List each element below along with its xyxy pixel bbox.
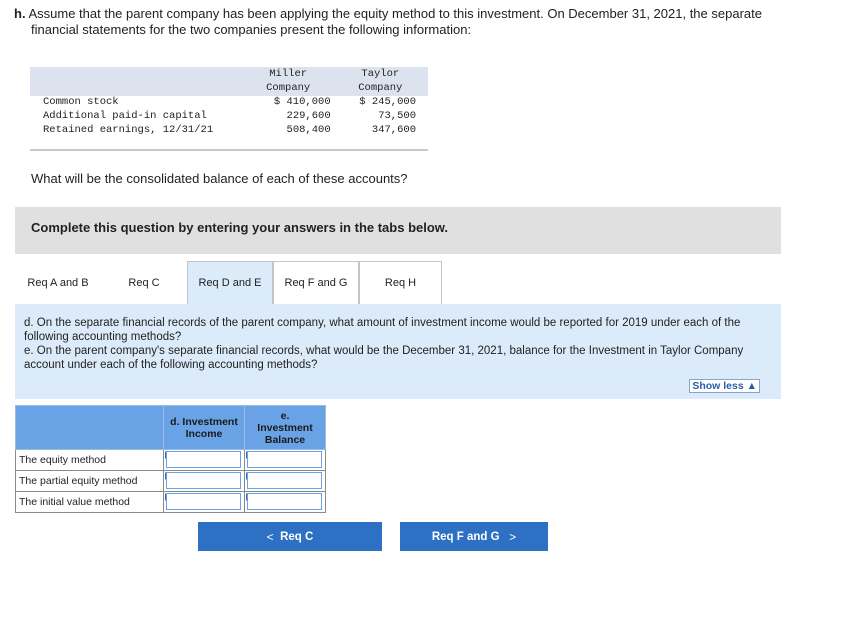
tab-content-panel <box>15 304 781 399</box>
intro-line-2: financial statements for the two companies present the following information: <box>31 22 472 37</box>
tab-req-f-and-g[interactable]: Req F and G <box>273 261 359 304</box>
tab-bar <box>15 261 781 304</box>
show-less-label: Show less <box>692 380 744 392</box>
fin-row <box>30 95 428 109</box>
requirement-e-text: e. On the parent company's separate financial records, what would be the December 31, 2021, balance for the Investment in Taylor Company account under each of the following accounting methods? <box>24 345 744 371</box>
partial-equity-balance-input[interactable] <box>247 472 322 489</box>
caret-up-icon: ▲ <box>746 380 757 392</box>
taylor-header-line2: Company <box>358 82 403 94</box>
miller-value: 229,600 <box>286 110 331 122</box>
taylor-header: Taylor <box>361 68 400 80</box>
miller-value: $ 410,000 <box>273 96 331 108</box>
financial-statements-table <box>30 67 428 151</box>
fin-row-label: Additional paid-in capital <box>43 110 207 122</box>
initial-value-income-input[interactable] <box>166 493 241 510</box>
fin-row <box>30 123 428 137</box>
prev-button-label: Req C <box>280 530 314 543</box>
requirement-d-text: d. On the separate financial records of the parent company, what amount of investment income would be reported for 2019 under each of the following accounting methods? <box>24 317 741 343</box>
taylor-value: 73,500 <box>378 110 416 122</box>
show-less-button[interactable] <box>689 379 760 393</box>
equity-method-balance-input[interactable] <box>247 451 322 468</box>
partial-equity-income-input[interactable] <box>166 472 241 489</box>
fin-row-label: Common stock <box>43 96 119 108</box>
instruction-banner <box>15 207 781 254</box>
intro-line-1: Assume that the parent company has been applying the equity method to this investment. On December 31, 2021, the separate <box>28 6 762 21</box>
question-text: What will be the consolidated balance of each of these accounts? <box>31 171 408 186</box>
problem-intro <box>14 6 844 38</box>
fin-row-label: Retained earnings, 12/31/21 <box>43 124 214 136</box>
tab-req-d-and-e[interactable]: Req D and E <box>187 261 273 304</box>
answer-table <box>15 405 326 513</box>
tab-req-a-and-b[interactable]: Req A and B <box>15 261 101 304</box>
equity-method-balance-cell <box>245 450 326 471</box>
partial-equity-income-cell <box>164 471 245 492</box>
taylor-value: $ 245,000 <box>359 96 416 108</box>
col-investment-balance-header: e. Investment Balance <box>245 406 326 450</box>
row-label-initial-value-method: The initial value method <box>16 492 164 513</box>
instruction-text: Complete this question by entering your answers in the tabs below. <box>31 220 449 235</box>
next-button-label: Req F and G <box>431 530 500 543</box>
initial-value-balance-cell <box>245 492 326 513</box>
row-label-equity-method: The equity method <box>16 450 164 471</box>
miller-header-line2: Company <box>266 82 311 94</box>
miller-value: 508,400 <box>286 124 331 136</box>
initial-value-balance-input[interactable] <box>247 493 322 510</box>
part-label: h. <box>14 6 26 21</box>
tab-req-c[interactable]: Req C <box>101 261 187 304</box>
equity-method-income-input[interactable] <box>166 451 241 468</box>
equity-method-income-cell <box>164 450 245 471</box>
prev-req-c-button[interactable] <box>198 522 382 551</box>
chevron-left-icon: < <box>266 529 274 544</box>
taylor-value: 347,600 <box>371 124 416 136</box>
row-label-partial-equity-method: The partial equity method <box>16 471 164 492</box>
chevron-right-icon: > <box>509 529 517 544</box>
miller-header: Miller <box>269 68 308 80</box>
col-investment-income-header: d. Investment Income <box>164 406 245 450</box>
partial-equity-balance-cell <box>245 471 326 492</box>
initial-value-income-cell <box>164 492 245 513</box>
fin-row <box>30 109 428 123</box>
next-req-f-and-g-button[interactable] <box>400 522 548 551</box>
tab-req-h[interactable]: Req H <box>359 261 442 304</box>
